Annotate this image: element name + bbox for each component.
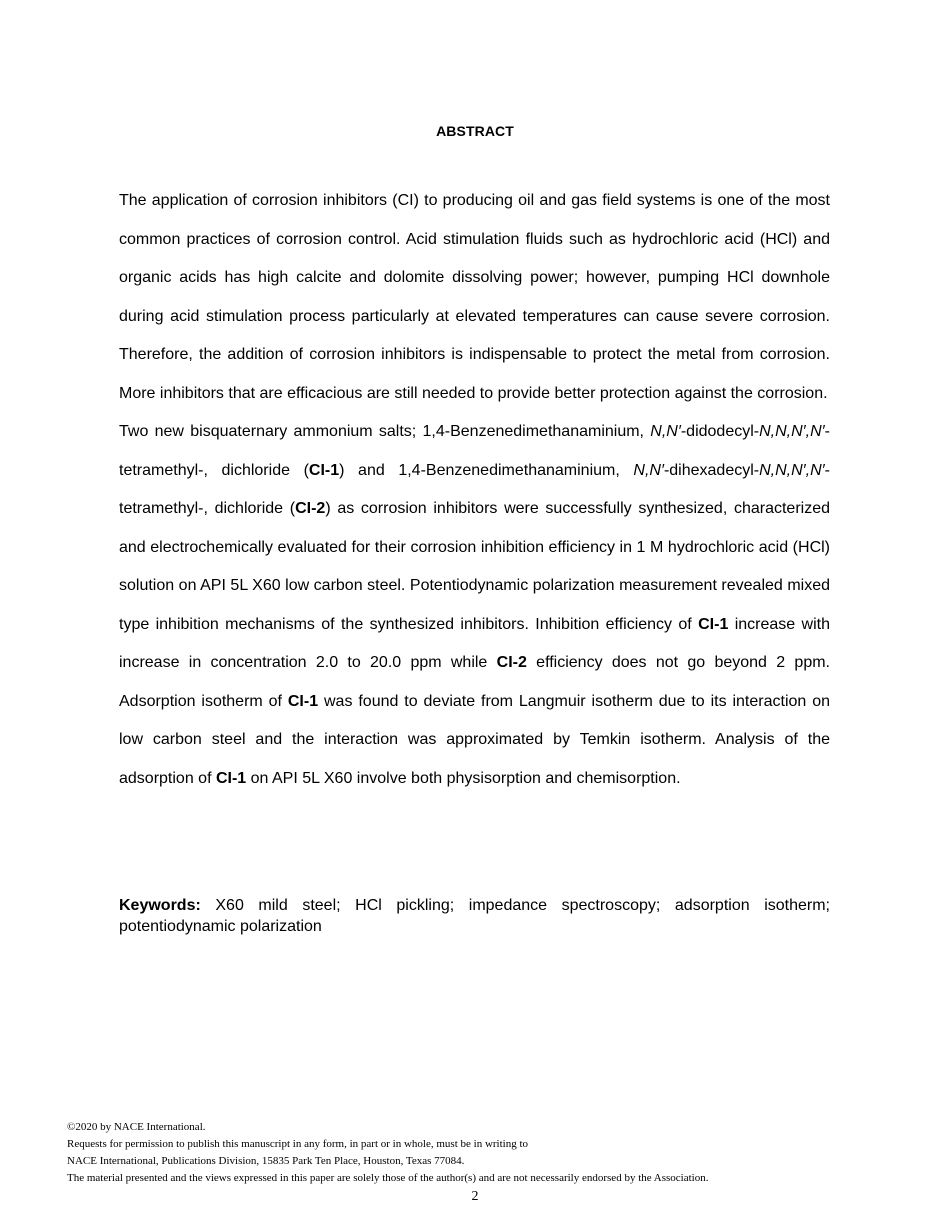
p2-compound-ci2-b: CI-2: [496, 654, 527, 671]
abstract-paragraph-2: [119, 413, 830, 798]
keywords-label: Keywords:: [119, 897, 201, 914]
footer-permission-line: Requests for permission to publish this manuscript in any form, in part or in whole, must be in writing to: [67, 1138, 529, 1150]
p2-text-8: increase with increase in concentration 2.0 to 20.0 ppm while: [119, 615, 830, 671]
footer-disclaimer-line: The material presented and the views expressed in this paper are solely those of the author(s) and are not necessarily endorsed by the Association.: [67, 1172, 709, 1184]
p2-compound-ci1: CI-1: [308, 461, 340, 479]
abstract-paragraph-1: The application of corrosion inhibitors (CI) to producing oil and gas field systems is one of the most common practices of corrosion control. Acid stimulation fluids such as hydrochloric acid (HCl) and organic acids has high calcite and dolomite dissolving power; however, pumping HCl downhole during acid stimulation process particularly at elevated temperatures can cause severe corrosion. Therefore, the addition of corrosion inhibitors is indispensable to protect the metal from corrosion. More inhibitors that are efficacious are still needed to provide better protection against the corrosion.: [119, 192, 830, 402]
p2-compound-ci1-b: CI-1: [698, 615, 729, 633]
p2-chem-3: N,N′: [633, 461, 664, 479]
p2-compound-ci1-d: CI-1: [215, 769, 247, 787]
p2-text-6: -tetramethyl-, dichloride (: [119, 461, 830, 517]
footer-copyright: ©2020 by NACE International.: [67, 1121, 206, 1133]
p2-text-2: -didodecyl-: [680, 423, 760, 440]
p2-text-7: ) as corrosion inhibitors were successfully synthesized, characterized and electrochemically evaluated for their corrosion inhibition efficiency in 1 M hydrochloric acid (HCl) solution on API 5L X60 low carbon steel. Potentiodynamic polarization measurement revealed mixed type inhibition mechanisms of the synthesized inhibitors. Inhibition efficiency of: [119, 500, 830, 633]
footer: [67, 1119, 887, 1187]
p2-chem-2: N,N,N′,N′: [759, 423, 825, 440]
p2-chem-1: N,N′: [650, 423, 681, 440]
keywords: [119, 895, 830, 937]
p2-text-1: Two new bisquaternary ammonium salts; 1,4-Benzenedimethanaminium,: [119, 423, 651, 440]
keywords-text: X60 mild steel; HCl pickling; impedance spectroscopy; adsorption isotherm; potentiodynamic polarization: [119, 897, 830, 935]
p2-chem-4: N,N,N′,N′: [759, 461, 825, 479]
p2-compound-ci1-c: CI-1: [287, 692, 319, 710]
p2-text-9: efficiency does not go beyond 2 ppm. Adsorption isotherm of: [119, 654, 831, 710]
p2-text-11: on API 5L X60 involve both physisorption and chemisorption.: [246, 769, 681, 787]
p2-text-5: -dihexadecyl-: [663, 461, 760, 479]
abstract-body: [119, 182, 830, 798]
page-number: 2: [471, 1189, 479, 1204]
footer-address-line: NACE International, Publications Division, 15835 Park Ten Place, Houston, Texas 77084.: [67, 1155, 465, 1167]
p2-text-4: ) and 1,4-Benzenedimethanaminium,: [339, 461, 634, 479]
abstract-heading: ABSTRACT: [436, 123, 514, 139]
p2-compound-ci2: CI-2: [295, 500, 326, 517]
p2-text-3: -tetramethyl-, dichloride (: [119, 423, 830, 479]
p2-text-10: was found to deviate from Langmuir isotherm due to its interaction on low carbon steel and the interaction was approximated by Temkin isotherm. Analysis of the adsorption of: [119, 692, 830, 787]
